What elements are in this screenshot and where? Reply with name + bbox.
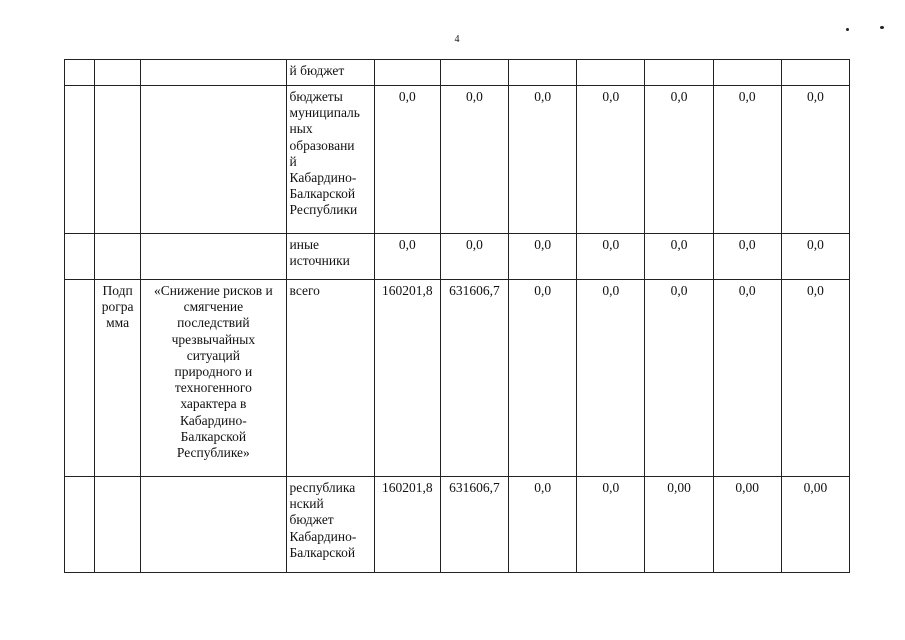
value-cell: 0,0 <box>713 280 781 477</box>
table-row <box>65 60 850 86</box>
value-cell: 0,0 <box>440 234 508 280</box>
value-cell: 0,0 <box>509 280 577 477</box>
value-cell: 0,00 <box>781 477 849 573</box>
value-cell <box>374 60 440 86</box>
value-cell: 0,0 <box>781 234 849 280</box>
table-row <box>65 234 850 280</box>
value-cell: 0,0 <box>440 86 508 234</box>
value-cell: 0,0 <box>509 477 577 573</box>
table-row <box>65 86 850 234</box>
kind-cell <box>95 60 141 86</box>
value-cell: 0,00 <box>713 477 781 573</box>
value-cell: 0,0 <box>577 234 645 280</box>
value-cell: 0,0 <box>577 477 645 573</box>
index-cell <box>65 60 95 86</box>
value-cell <box>577 60 645 86</box>
table-row <box>65 477 850 573</box>
kind-cell <box>95 234 141 280</box>
program-name-cell <box>141 60 286 86</box>
value-cell: 631606,7 <box>440 477 508 573</box>
value-cell <box>713 60 781 86</box>
index-cell <box>65 280 95 477</box>
value-cell: 0,0 <box>713 234 781 280</box>
value-cell: 0,0 <box>577 86 645 234</box>
budget-table <box>64 59 850 573</box>
value-cell: 0,0 <box>577 280 645 477</box>
kind-cell <box>95 477 141 573</box>
value-cell: 0,0 <box>781 280 849 477</box>
index-cell <box>65 234 95 280</box>
scan-speck <box>846 28 849 31</box>
page-number: 4 <box>454 34 460 45</box>
value-cell: 0,0 <box>645 86 713 234</box>
value-cell: 0,00 <box>645 477 713 573</box>
funding-source-cell: й бюджет <box>286 60 374 86</box>
index-cell <box>65 86 95 234</box>
value-cell: 0,0 <box>509 86 577 234</box>
value-cell <box>645 60 713 86</box>
table-row <box>65 280 850 477</box>
program-name-cell: «Снижение рисков и смягчение последствий чрезвычайных ситуаций природного и техногенного характера в Кабардино- Балкарской Республике» <box>141 280 286 477</box>
program-name-cell <box>141 477 286 573</box>
program-name-cell <box>141 86 286 234</box>
value-cell: 0,0 <box>713 86 781 234</box>
value-cell: 0,0 <box>374 86 440 234</box>
value-cell: 631606,7 <box>440 280 508 477</box>
value-cell: 160201,8 <box>374 477 440 573</box>
scan-speck <box>880 26 884 29</box>
value-cell: 0,0 <box>781 86 849 234</box>
value-cell <box>440 60 508 86</box>
value-cell: 0,0 <box>645 234 713 280</box>
value-cell: 0,0 <box>509 234 577 280</box>
value-cell <box>781 60 849 86</box>
program-name-cell <box>141 234 286 280</box>
kind-cell <box>95 86 141 234</box>
kind-cell: Подп рогра мма <box>95 280 141 477</box>
index-cell <box>65 477 95 573</box>
value-cell <box>509 60 577 86</box>
value-cell: 0,0 <box>374 234 440 280</box>
value-cell: 160201,8 <box>374 280 440 477</box>
funding-source-cell: республика нский бюджет Кабардино- Балкарской <box>286 477 374 573</box>
value-cell: 0,0 <box>645 280 713 477</box>
funding-source-cell: иные источники <box>286 234 374 280</box>
funding-source-cell: бюджеты муниципаль ных образовани й Кабардино- Балкарской Республики <box>286 86 374 234</box>
funding-source-cell: всего <box>286 280 374 477</box>
